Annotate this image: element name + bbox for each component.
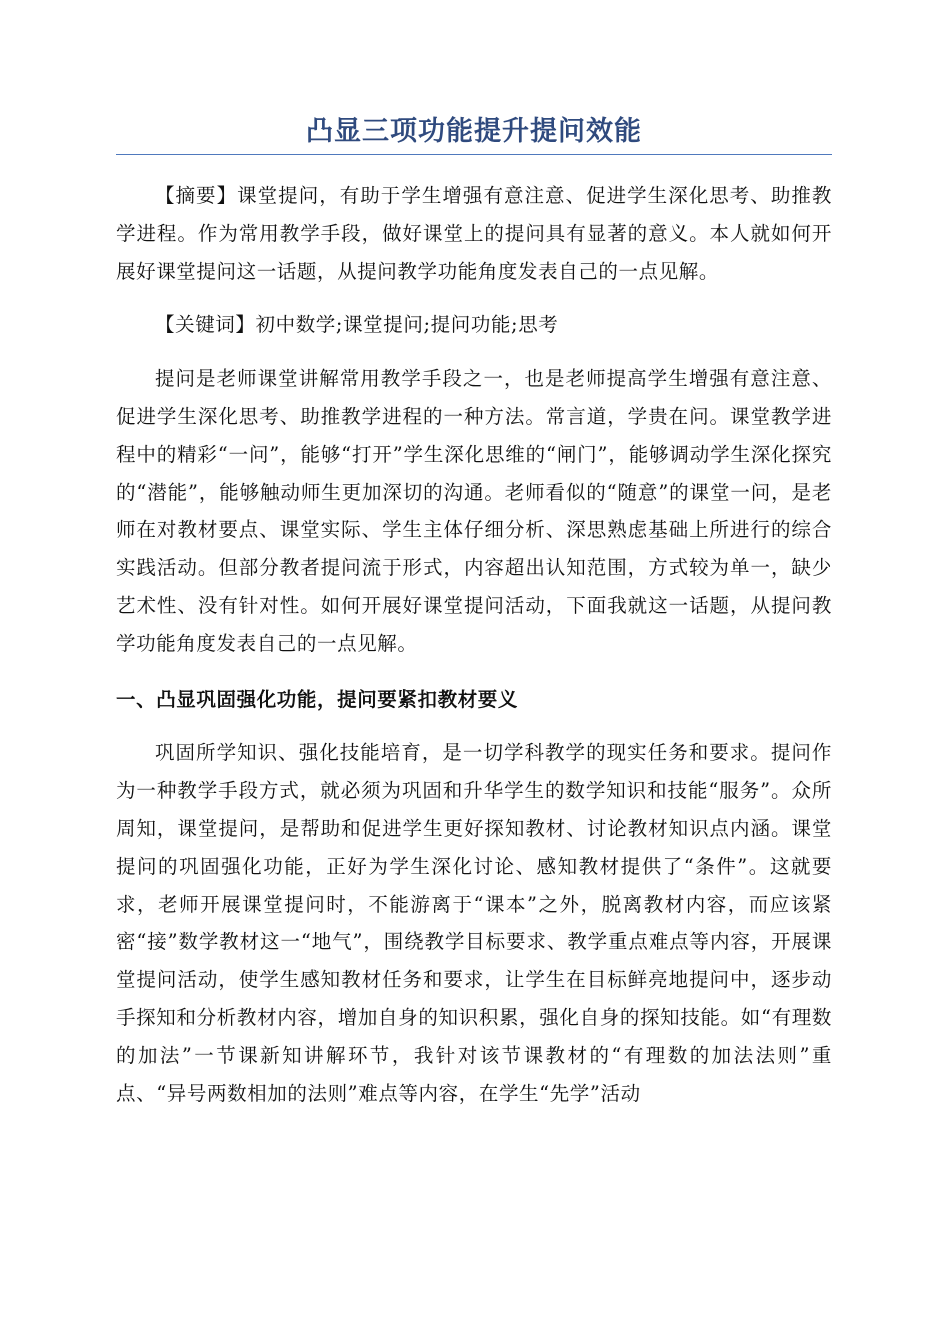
section-heading: 一、凸显巩固强化功能，提问要紧扣教材要义 bbox=[116, 687, 519, 711]
keywords-paragraph: 【关键词】初中数学;课堂提问;提问功能;思考 bbox=[155, 313, 559, 337]
abstract-paragraph: 【摘要】课堂提问，有助于学生增强有意注意、促进学生深化思考、助推教学进程。作为常用教学手段，做好课堂上的提问具有显著的意义。本人就如何开展好课堂提问这一话题，从提问教学功能角度发表自己的一点见解。 bbox=[116, 184, 832, 283]
document-page bbox=[116, 112, 832, 1112]
intro-paragraph: 提问是老师课堂讲解常用教学手段之一，也是老师提高学生增强有意注意、促进学生深化思考、助推教学进程的一种方法。常言道，学贵在问。课堂教学进程中的精彩“一问”，能够“打开”学生深化思维的“闸门”，能够调动学生深化探究的“潜能”，能够触动师生更加深切的沟通。老师看似的“随意”的课堂一问，是老师在对教材要点、课堂实际、学生主体仔细分析、深思熟虑基础上所进行的综合实践活动。但部分教者提问流于形式，内容超出认知范围，方式较为单一，缺少艺术性、没有针对性。如何开展好课堂提问活动，下面我就这一话题，从提问教学功能角度发表自己的一点见解。 bbox=[116, 367, 832, 655]
section-paragraph: 巩固所学知识、强化技能培育，是一切学科教学的现实任务和要求。提问作为一种教学手段方式，就必须为巩固和升华学生的数学知识和技能“服务”。众所周知，课堂提问，是帮助和促进学生更好探知教材、讨论教材知识点内涵。课堂提问的巩固强化功能，正好为学生深化讨论、感知教材提供了“条件”。这就要求，老师开展课堂提问时，不能游离于“课本”之外，脱离教材内容，而应该紧密“接”数学教材这一“地气”，围绕教学目标要求、教学重点难点等内容，开展课堂提问活动，使学生感知教材任务和要求，让学生在目标鲜亮地提问中，逐步动手探知和分析教材内容，增加自身的知识积累，强化自身的探知技能。如“有理数的加法”一节课新知讲解环节，我针对该节课教材的“有理数的加法法则”重点、“异号两数相加的法则”难点等内容，在学生“先学”活动 bbox=[116, 741, 832, 1105]
document-title: 凸显三项功能提升提问效能 bbox=[116, 112, 832, 155]
